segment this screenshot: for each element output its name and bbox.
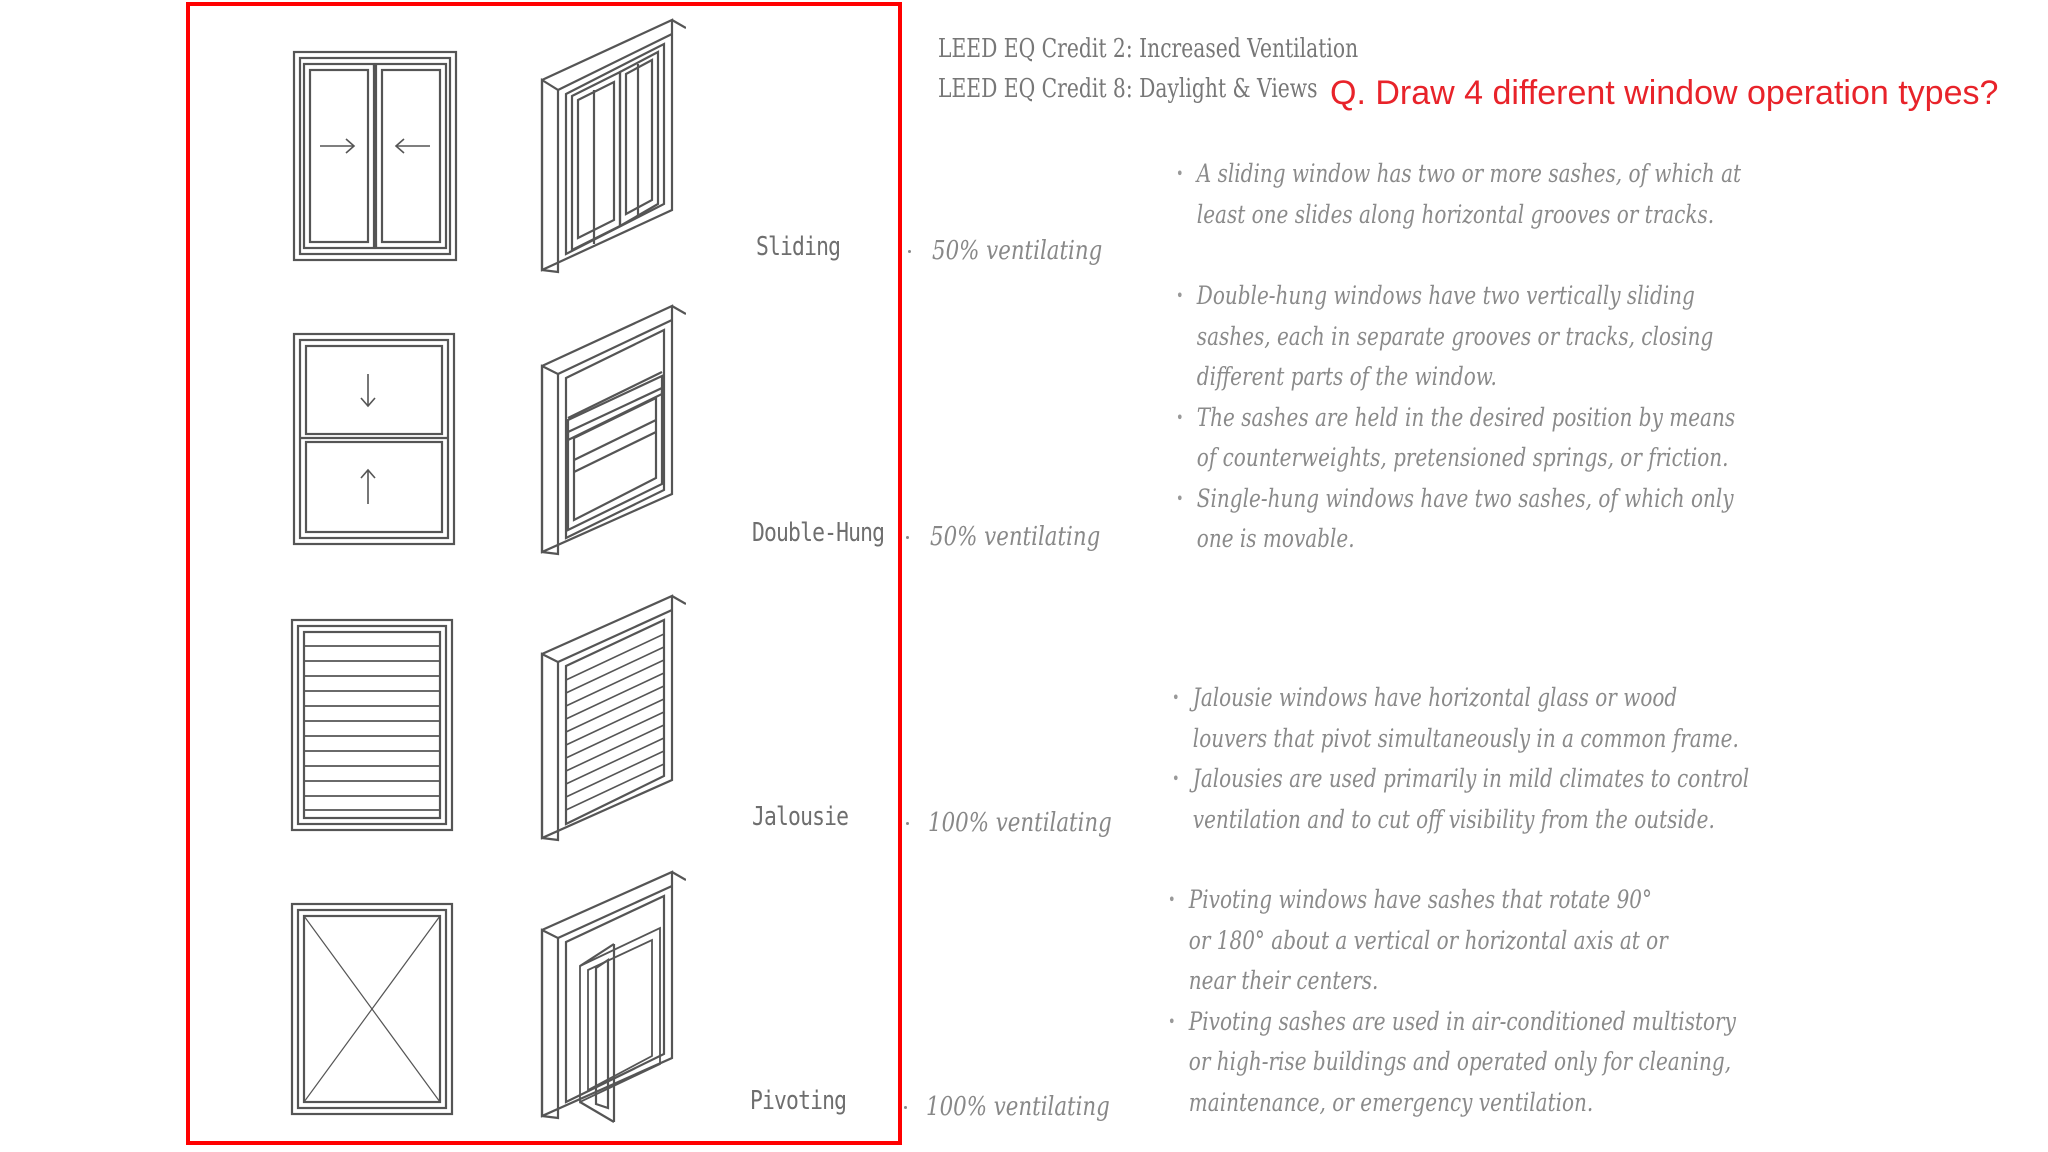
ventilation-label: 100% ventilating [926,1092,1110,1122]
window-type-label: Double-Hung [752,518,885,548]
double-hung-description [1176,276,1735,560]
ventilation-bullet [906,822,909,825]
description-bullet [1168,880,1736,1002]
description-line: one is movable. [1196,524,1355,553]
ventilation-label: 50% ventilating [932,236,1103,266]
description-line: • Pivoting sashes are used in air-conditioned multistory [1188,1006,1736,1036]
description-bullet [1172,759,1749,840]
double-hung-window-isometric-icon [536,300,686,556]
sliding-description [1176,154,1741,235]
leed-credit-line: LEED EQ Credit 8: Daylight & Views [938,74,1318,104]
leed-credit-line: LEED EQ Credit 2: Increased Ventilation [938,34,1359,64]
ventilation-bullet [904,1106,907,1109]
description-line: • The sashes are held in the desired position by means [1196,402,1736,432]
description-line: or 180° about a vertical or horizontal axis at or [1188,925,1668,955]
description-line: ventilation and to cut off visibility from the outside. [1192,804,1715,834]
description-line: louvers that pivot simultaneously in a common frame. [1192,723,1739,753]
description-line: • Double-hung windows have two vertically sliding [1196,281,1695,310]
description-line: sashes, each in separate grooves or tracks, closing [1196,321,1714,351]
description-bullet [1176,154,1741,235]
description-line: • Pivoting windows have sashes that rotate 90° [1188,885,1653,914]
question-text: Q. Draw 4 different window operation types? [1330,74,1999,112]
jalousie-description [1172,678,1749,840]
double-hung-window-elevation-icon [292,332,456,546]
description-line: least one slides along horizontal grooves or tracks. [1196,199,1715,229]
window-type-label: Pivoting [750,1086,847,1116]
description-bullet [1176,479,1735,560]
ventilation-bullet [908,250,911,253]
description-line: • Jalousie windows have horizontal glass or wood [1192,683,1678,712]
ventilation-label: 50% ventilating [930,522,1101,552]
sliding-window-isometric-icon [536,14,686,274]
pivoting-description [1168,880,1736,1123]
ventilation-label: 100% ventilating [928,808,1112,838]
description-bullet [1176,398,1735,479]
description-bullet [1172,678,1749,759]
pivoting-window-elevation-icon [290,902,454,1116]
description-line: • A sliding window has two or more sashes, of which at [1196,159,1742,188]
description-line: of counterweights, pretensioned springs, or friction. [1196,443,1729,472]
jalousie-window-isometric-icon [536,592,686,842]
jalousie-window-elevation-icon [290,618,454,832]
description-line: near their centers. [1188,966,1379,995]
window-type-label: Sliding [756,232,841,262]
description-bullet [1168,1002,1736,1124]
description-line: different parts of the window. [1196,362,1497,391]
description-line: or high-rise buildings and operated only for cleaning, [1188,1047,1732,1076]
pivoting-window-isometric-icon [536,868,686,1130]
description-line: • Single-hung windows have two sashes, of which only [1196,483,1734,513]
sliding-window-elevation-icon [292,50,458,262]
window-type-label: Jalousie [752,802,849,832]
ventilation-bullet [906,536,909,539]
description-line: • Jalousies are used primarily in mild climates to control [1192,764,1750,793]
description-line: maintenance, or emergency ventilation. [1188,1087,1594,1117]
description-bullet [1176,276,1735,398]
